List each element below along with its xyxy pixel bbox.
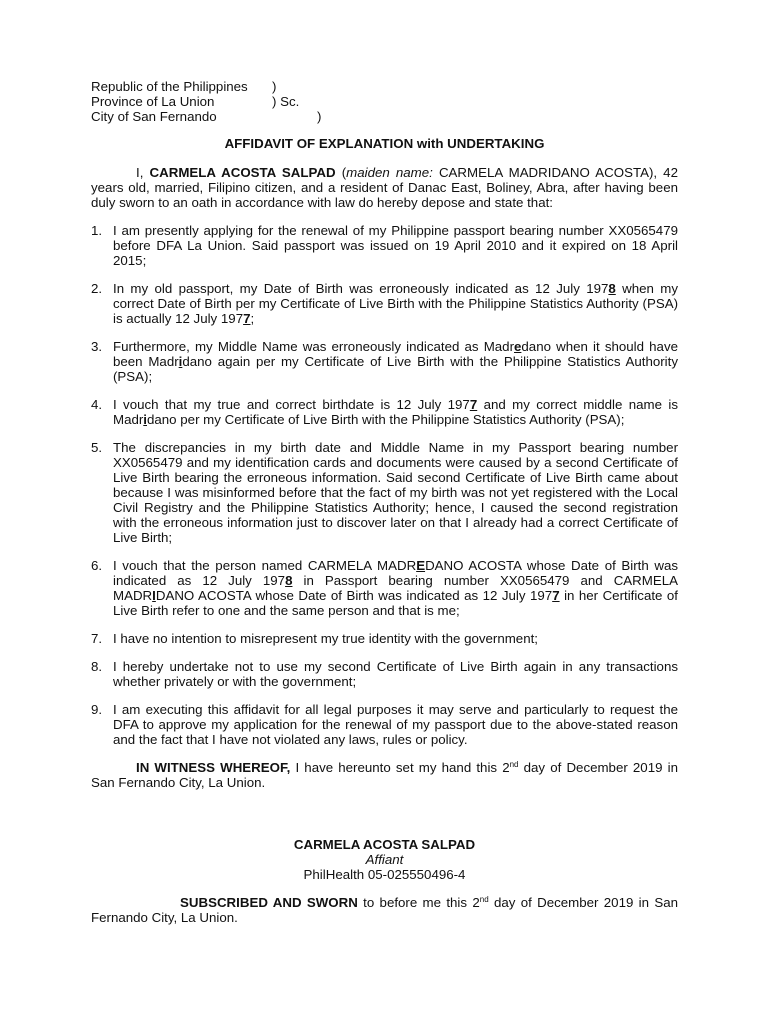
list-item: 5. The discrepancies in my birth date and Middle Name in my Passport bearing number XX0565479 and my identification cards and documents were caused by a second Certificate of Live Birth bearing the erroneous information. Said second Certificate of Live Birth came about because I was misinformed before that the fact of my birth was not yet registered with the Local Civil Registry and the Philippine Statistics Authority; hence, I caused the second registration with the erroneous information just to discover later on that I already had a correct Certificate of Live Birth;: [91, 440, 678, 546]
caption-paren-2: ) Sc.: [272, 94, 300, 109]
signature-block: [91, 837, 678, 882]
affidavit-document: [91, 79, 678, 939]
maiden-name-label: maiden name:: [346, 165, 433, 180]
caption-paren-3: ): [317, 109, 322, 124]
statement-list: [91, 223, 678, 747]
affiant-name: CARMELA ACOSTA SALPAD: [149, 165, 336, 180]
caption-province: Province of La Union: [91, 94, 215, 109]
list-item: 4. I vouch that my true and correct birthdate is 12 July 1977 and my correct middle name is Madridano per my Certificate of Live Birth with the Philippine Statistics Authority (PSA);: [91, 397, 678, 428]
caption-city: City of San Fernando: [91, 109, 217, 124]
document-title: AFFIDAVIT OF EXPLANATION with UNDERTAKING: [224, 136, 545, 151]
caption-republic: Republic of the Philippines: [91, 79, 248, 94]
caption-paren-1: ): [272, 79, 277, 94]
list-item: 3. Furthermore, my Middle Name was erroneously indicated as Madredano when it should have been Madridano again per my Certificate of Live Birth with the Philippine Statistics Authority (PSA);: [91, 339, 678, 385]
signatory-role: Affiant: [365, 852, 404, 868]
list-item: 8. I hereby undertake not to use my second Certificate of Live Birth again in any transactions whether privately or with the government;: [91, 659, 678, 690]
list-item: 2. In my old passport, my Date of Birth was erroneously indicated as 12 July 1978 when my correct Date of Birth per my Certificate of Live Birth with the Philippine Statistics Authority (PSA) is actually 12 July 1977;: [91, 281, 679, 327]
philhealth-id: PhilHealth 05-025550496-4: [303, 867, 466, 883]
signatory-name: CARMELA ACOSTA SALPAD: [293, 837, 476, 853]
venue-caption: [91, 79, 678, 124]
intro-paragraph: I, CARMELA ACOSTA SALPAD (maiden name: CARMELA MADRIDANO ACOSTA), 42 years old, married, Filipino citizen, and a resident of Danac East, Boliney, Abra, after having been duly sworn to an oath in accordance with law do hereby depose and state that:: [91, 165, 678, 210]
list-item: 7. I have no intention to misrepresent my true identity with the government;: [91, 631, 538, 647]
witness-clause: IN WITNESS WHEREOF, I have hereunto set my hand this 2nd day of December 2019 in San Fernando City, La Union.: [91, 760, 678, 791]
list-item: 9. I am executing this affidavit for all legal purposes it may serve and particularly to request the DFA to approve my application for the renewal of my passport due to the above-stated reason and the fact that I have not violated any laws, rules or policy.: [91, 702, 678, 748]
list-item: 6. I vouch that the person named CARMELA MADREDANO ACOSTA whose Date of Birth was indicated as 12 July 1978 in Passport bearing number XX0565479 and CARMELA MADRIDANO ACOSTA whose Date of Birth was indicated as 12 July 1977 in her Certificate of Live Birth refer to one and the same person and that is me;: [91, 558, 679, 619]
jurat-clause: SUBSCRIBED AND SWORN to before me this 2nd day of December 2019 in San Fernando City, La Union.: [91, 895, 678, 926]
list-item: 1. I am presently applying for the renewal of my Philippine passport bearing number XX0565479 before DFA La Union. Said passport was issued on 19 April 2010 and it expired on 18 April 2015;: [91, 223, 678, 269]
